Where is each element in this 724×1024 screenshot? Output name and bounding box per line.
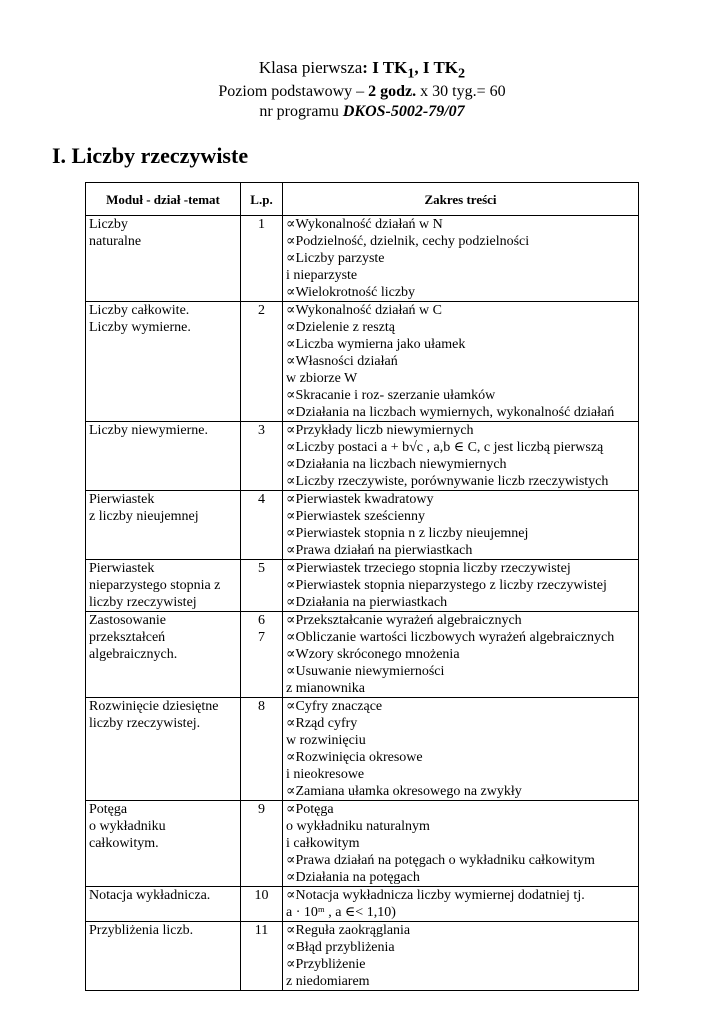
content-text: Notacja wykładnicza liczby wymiernej dodatniej tj.	[295, 888, 585, 903]
row-number: 6	[258, 613, 265, 628]
number-cell	[241, 560, 283, 612]
content-text: Liczby parzyste	[295, 251, 385, 266]
content-text: Dzielenie z resztą	[295, 320, 395, 335]
content-line	[286, 887, 635, 904]
content-line	[286, 422, 635, 439]
class-colon: :	[362, 58, 368, 77]
content-line	[286, 250, 635, 267]
topic-line: naturalne	[89, 234, 142, 249]
number-cell	[241, 887, 283, 922]
topic-line: Rozwinięcie dziesiętne	[89, 699, 219, 714]
content-line	[286, 869, 635, 886]
content-line	[286, 835, 635, 852]
table-row	[86, 422, 639, 491]
topic-line: Liczby wymierne.	[89, 320, 191, 335]
content-text: a · 10ᵐ , a ∈< 1,10)	[286, 905, 396, 920]
topic-line: Zastosowanie	[89, 613, 166, 628]
content-line	[286, 439, 635, 456]
content-text: Wzory skróconego mnożenia	[295, 647, 460, 662]
content-line	[286, 491, 635, 508]
content-text: Skracanie i roz- szerzanie ułamków	[295, 388, 496, 403]
topic-line: Pierwiastek	[89, 561, 155, 576]
content-text: Pierwiastek stopnia n z liczby nieujemnej	[295, 526, 529, 541]
topic-cell	[86, 612, 241, 698]
content-line	[286, 852, 635, 869]
content-line	[286, 319, 635, 336]
number-cell	[241, 922, 283, 991]
content-line	[286, 715, 635, 732]
content-cell	[283, 698, 639, 801]
table-row	[86, 491, 639, 560]
content-line	[286, 801, 635, 818]
row-number: 1	[258, 217, 265, 232]
content-line	[286, 818, 635, 835]
content-text: Działania na liczbach niewymiernych	[295, 457, 507, 472]
content-text: Zamiana ułamka okresowego na zwykły	[295, 784, 522, 799]
table-header-row	[86, 183, 639, 216]
content-line	[286, 302, 635, 319]
content-cell	[283, 216, 639, 302]
topic-line: nieparzystego stopnia z	[89, 578, 221, 593]
topic-cell	[86, 491, 241, 560]
row-number: 3	[258, 423, 265, 438]
content-line	[286, 560, 635, 577]
content-text: Cyfry znaczące	[295, 699, 383, 714]
number-cell	[241, 302, 283, 422]
content-line	[286, 216, 635, 233]
program-line	[0, 102, 724, 121]
content-text: Własności działań	[295, 354, 398, 369]
class-heading	[0, 58, 724, 83]
program-label: nr programu	[259, 103, 343, 120]
content-text: Usuwanie niewymierności	[295, 664, 445, 679]
content-line	[286, 267, 635, 284]
content-line	[286, 353, 635, 370]
content-cell	[283, 302, 639, 422]
topic-cell	[86, 887, 241, 922]
content-line	[286, 680, 635, 697]
row-number: 9	[258, 802, 265, 817]
topic-cell	[86, 302, 241, 422]
number-cell	[241, 491, 283, 560]
topic-line: z liczby nieujemnej	[89, 509, 199, 524]
table-row	[86, 922, 639, 991]
class-name-2: , I TK	[414, 58, 459, 77]
content-cell	[283, 491, 639, 560]
row-number: 5	[258, 561, 265, 576]
content-text: o wykładniku naturalnym	[286, 819, 430, 834]
row-number: 10	[254, 888, 269, 903]
content-text: Pierwiastek stopnia nieparzystego z liczby rzeczywistej	[295, 578, 607, 593]
content-line	[286, 508, 635, 525]
content-text: Prawa działań na potęgach o wykładniku całkowitym	[295, 853, 595, 868]
topic-cell	[86, 422, 241, 491]
content-text: Rozwinięcia okresowe	[295, 750, 423, 765]
class-label: Klasa pierwsza	[258, 58, 363, 77]
content-text: Prawa działań na pierwiastkach	[295, 543, 473, 558]
content-cell	[283, 612, 639, 698]
content-text: Przykłady liczb niewymiernych	[295, 423, 474, 438]
topic-line: Pierwiastek	[89, 492, 155, 507]
row-number: 11	[254, 923, 269, 938]
topic-line: przekształceń	[89, 630, 166, 645]
content-text: Wykonalność działań w N	[295, 217, 443, 232]
topic-line: Notacja wykładnicza.	[89, 888, 211, 903]
content-line	[286, 404, 635, 421]
table-row	[86, 887, 639, 922]
topic-cell	[86, 216, 241, 302]
content-line	[286, 783, 635, 800]
content-text: Przybliżenie	[295, 957, 366, 972]
class-sub-2: 2	[458, 65, 466, 82]
table-row	[86, 698, 639, 801]
topic-line: liczby rzeczywistej	[89, 595, 197, 610]
content-text: w zbiorze W	[286, 371, 358, 386]
content-line	[286, 542, 635, 559]
content-text: Błąd przybliżenia	[295, 940, 395, 955]
content-text: Działania na potęgach	[295, 870, 420, 885]
content-text: Przekształcanie wyrażeń algebraicznych	[295, 613, 522, 628]
curriculum-table	[85, 182, 639, 991]
content-text: Działania na liczbach wymiernych, wykonalność działań	[295, 405, 615, 420]
content-text: i całkowitym	[286, 836, 360, 851]
table-row	[86, 801, 639, 887]
content-line	[286, 646, 635, 663]
header-number: L.p.	[241, 183, 283, 216]
topic-line: Przybliżenia liczb.	[89, 923, 194, 938]
class-sub-1: 1	[407, 65, 415, 82]
content-text: Obliczanie wartości liczbowych wyrażeń algebraicznych	[295, 630, 615, 645]
content-text: Liczby postaci a + b√c , a,b ∈ C, c jest liczbą pierwszą	[295, 440, 604, 455]
topic-cell	[86, 801, 241, 887]
content-line	[286, 629, 635, 646]
content-line	[286, 577, 635, 594]
content-line	[286, 525, 635, 542]
topic-line: o wykładniku	[89, 819, 166, 834]
content-line	[286, 387, 635, 404]
content-text: i nieokresowe	[286, 767, 365, 782]
table-row	[86, 560, 639, 612]
content-line	[286, 456, 635, 473]
content-cell	[283, 801, 639, 887]
content-line	[286, 749, 635, 766]
content-line	[286, 284, 635, 301]
content-text: Rząd cyfry	[295, 716, 358, 731]
content-cell	[283, 422, 639, 491]
number-cell	[241, 801, 283, 887]
row-number: 7	[258, 630, 265, 645]
topic-line: algebraicznych.	[89, 647, 178, 662]
level-line	[0, 82, 724, 101]
content-line	[286, 663, 635, 680]
content-text: Pierwiastek trzeciego stopnia liczby rzeczywistej	[295, 561, 571, 576]
level-weeks: x 30 tyg.= 60	[416, 83, 506, 100]
content-text: Liczby rzeczywiste, porównywanie liczb rzeczywistych	[295, 474, 609, 489]
topic-cell	[86, 698, 241, 801]
content-line	[286, 922, 635, 939]
content-line	[286, 956, 635, 973]
content-line	[286, 939, 635, 956]
row-number: 4	[258, 492, 265, 507]
topic-line: Potęga	[89, 802, 128, 817]
topic-line: Liczby	[89, 217, 128, 232]
header-topic: Moduł - dział -temat	[86, 183, 241, 216]
number-cell	[241, 698, 283, 801]
level-label: Poziom podstawowy –	[218, 83, 369, 100]
content-line	[286, 698, 635, 715]
topic-line: liczby rzeczywistej.	[89, 716, 201, 731]
topic-line: całkowitym.	[89, 836, 159, 851]
content-text: Wielokrotność liczby	[295, 285, 416, 300]
content-text: Podzielność, dzielnik, cechy podzielności	[295, 234, 530, 249]
content-text: Potęga	[295, 802, 334, 817]
content-text: Reguła zaokrąglania	[295, 923, 411, 938]
level-hours: 2 godz.	[368, 83, 417, 100]
content-text: Działania na pierwiastkach	[295, 595, 448, 610]
class-name-1: I TK	[372, 58, 408, 77]
topic-line: Liczby niewymierne.	[89, 423, 208, 438]
content-line	[286, 766, 635, 783]
content-text: i nieparzyste	[286, 268, 358, 283]
row-number: 8	[258, 699, 265, 714]
content-line	[286, 904, 635, 921]
content-line	[286, 973, 635, 990]
content-line	[286, 370, 635, 387]
content-cell	[283, 887, 639, 922]
content-text: z mianownika	[286, 681, 365, 696]
topic-cell	[86, 922, 241, 991]
header-content: Zakres treści	[283, 183, 639, 216]
table-row	[86, 612, 639, 698]
content-line	[286, 336, 635, 353]
number-cell	[241, 422, 283, 491]
content-text: Liczba wymierna jako ułamek	[295, 337, 466, 352]
content-text: w rozwinięciu	[286, 733, 366, 748]
content-line	[286, 594, 635, 611]
program-code: DKOS-5002-79/07	[342, 103, 465, 120]
content-cell	[283, 922, 639, 991]
content-line	[286, 732, 635, 749]
content-text: Wykonalność działań w C	[295, 303, 442, 318]
section-title: I. Liczby rzeczywiste	[52, 143, 249, 168]
content-line	[286, 233, 635, 250]
topic-cell	[86, 560, 241, 612]
table-row	[86, 302, 639, 422]
row-number: 2	[258, 303, 265, 318]
content-text: z niedomiarem	[286, 974, 370, 989]
topic-line: Liczby całkowite.	[89, 303, 190, 318]
table-row	[86, 216, 639, 302]
content-line	[286, 473, 635, 490]
content-line	[286, 612, 635, 629]
number-cell	[241, 216, 283, 302]
number-cell	[241, 612, 283, 698]
content-text: Pierwiastek kwadratowy	[295, 492, 434, 507]
content-cell	[283, 560, 639, 612]
content-text: Pierwiastek sześcienny	[295, 509, 425, 524]
